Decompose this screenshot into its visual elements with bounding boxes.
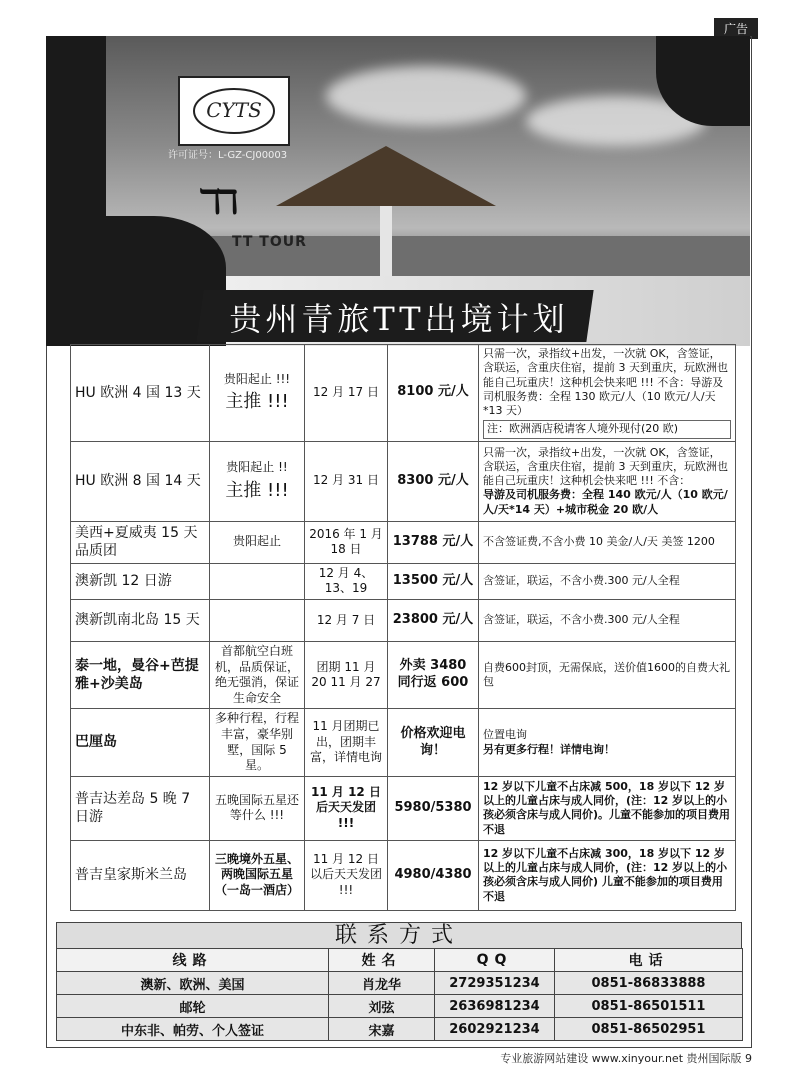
contact-row [57,1018,743,1041]
license-number: 许可证号：L-GZ-CJ00003 [168,150,288,161]
trip-row [71,345,736,442]
tt-tour-label: TT TOUR [232,234,307,250]
trip-row [71,563,736,599]
ad-tag: 广告 [714,18,758,39]
trip-date: 11 月团期已出，团期丰富，详情电询 [305,709,388,776]
trip-notes: 不含签证费,不含小费 10 美金/人/天 美签 1200 [479,521,736,563]
contact-route: 中东非、帕劳、个人签证 [57,1018,329,1041]
trip-name: 澳新凯 12 日游 [71,563,210,599]
contact-route: 邮轮 [57,995,329,1018]
contact-qq: 2602921234 [435,1018,555,1041]
trip-notes: 位置电询 另有更多行程！详情电询！ [479,709,736,776]
trip-origin [210,563,305,599]
trip-date: 12 月 31 日 [305,441,388,521]
trip-name: 巴厘岛 [71,709,210,776]
trip-origin [210,599,305,641]
svg-text:CYTS: CYTS [206,98,262,122]
header-phone: 电话 [555,949,743,972]
trip-row [71,840,736,910]
header-route: 线路 [57,949,329,972]
trip-notes: 只需一次，录指纹+出发，一次就 OK，含签证，含联运，含重庆住宿，提前 3 天到重庆，玩欧洲也能自己玩重庆！这种机会快来吧 !!! 不含： 导游及司机服务费：全程 140 欧元/人（10 欧元/人/天*14 天）+城市税金 20 欧/人 [479,441,736,521]
header-name: 姓名 [329,949,435,972]
contact-table [56,948,743,1041]
trip-origin: 贵阳起止 !!! 主推 !!! [210,345,305,442]
contact-phone: 0851-86833888 [555,972,743,995]
contact-row [57,995,743,1018]
trip-price: 8100 元/人 [388,345,479,442]
trip-price: 23800 元/人 [388,599,479,641]
parasol-icon [266,126,506,276]
cyts-logo [178,76,290,146]
page-footer: 专业旅游网站建设 www.xinyour.net 贵州国际版 9 [500,1052,752,1065]
trip-row [71,641,736,708]
trip-name: 美西+夏威夷 15 天品质团 [71,521,210,563]
trip-date: 11 月 12 日以后天天发团 !!! [305,840,388,910]
trip-row [71,599,736,641]
contact-row [57,972,743,995]
trip-price: 8300 元/人 [388,441,479,521]
contact-header-row [57,949,743,972]
trip-notes-extra: 另有更多行程！详情电询！ [483,742,615,756]
trip-origin: 贵阳起止 [210,521,305,563]
trip-highlight: 主推 !!! [225,391,289,413]
trip-date: 团期 11 月 20 11 月 27 [305,641,388,708]
trip-row [71,441,736,521]
trip-notes-extra: 注：欧洲酒店税请客人境外现付(20 欧) [483,420,731,438]
cloud [326,66,526,126]
trip-price: 13788 元/人 [388,521,479,563]
trip-origin: 贵阳起止 !! 主推 !!! [210,441,305,521]
trip-row [71,521,736,563]
contact-name: 刘弦 [329,995,435,1018]
contact-phone: 0851-86501511 [555,995,743,1018]
contact-qq: 2636981234 [435,995,555,1018]
contact-name: 肖龙华 [329,972,435,995]
trip-date: 11 月 12 日后天天发团 !!! [305,776,388,840]
trip-origin: 五晚国际五星还等什么 !!! [210,776,305,840]
trip-name: 澳新凯南北岛 15 天 [71,599,210,641]
trip-highlight: 主推 !!! [225,479,289,501]
trip-name: 泰一地，曼谷+芭提雅+沙美岛 [71,641,210,708]
trip-notes-extra: 导游及司机服务费：全程 140 欧元/人（10 欧元/人/天*14 天）+城市税金 20 欧/人 [483,488,728,516]
trip-origin: 三晚境外五星、两晚国际五星（一岛一酒店） [210,840,305,910]
trip-notes: 只需一次，录指纹+出发，一次就 OK，含签证，含联运，含重庆住宿，提前 3 天到重庆，玩欧洲也能自己玩重庆！这种机会快来吧 !!! 不含：导游及司机服务费：全程 130 欧元/人（10 欧元/人/天*13 天） 注：欧洲酒店税请客人境外现付(20 欧) [479,345,736,442]
contact-name: 宋嘉 [329,1018,435,1041]
trip-origin: 多种行程，行程丰富，豪华别墅，国际 5 星。 [210,709,305,776]
trip-price: 5980/5380 [388,776,479,840]
trip-notes: 含签证，联运，不含小费.300 元/人全程 [479,599,736,641]
trip-name: HU 欧洲 8 国 14 天 [71,441,210,521]
trip-origin: 首都航空白班机，品质保证，绝无强消，保证生命安全 [210,641,305,708]
trip-price: 价格欢迎电询！ [388,709,479,776]
trips-table [70,344,736,911]
trip-notes: 自费600封顶，无需保底，送价值1600的自费大礼包 [479,641,736,708]
trip-notes: 12 岁以下儿童不占床减 500，18 岁以下 12 岁以上的儿童占床与成人同价，(注：12 岁以上的小孩必须含床与成人同价)。儿童不能参加的项目费用不退 [479,776,736,840]
trip-price: 4980/4380 [388,840,479,910]
trip-row [71,709,736,776]
trip-date: 12 月 7 日 [305,599,388,641]
contact-phone: 0851-86502951 [555,1018,743,1041]
trip-date: 12 月 17 日 [305,345,388,442]
trip-price: 外卖 3480 同行返 600 [388,641,479,708]
contact-route: 澳新、欧洲、美国 [57,972,329,995]
trip-row [71,776,736,840]
trip-price: 13500 元/人 [388,563,479,599]
trip-name: 普吉达差岛 5 晚 7 日游 [71,776,210,840]
header-qq: QQ [435,949,555,972]
page-title: 贵州青旅TT出境计划 [229,300,569,338]
trip-notes: 12 岁以下儿童不占床减 300，18 岁以下 12 岁以上的儿童占床与成人同价，(注：12 岁以上的小孩必须含床与成人同价) 儿童不能参加的项目费用不退 [479,840,736,910]
trip-name: HU 欧洲 4 国 13 天 [71,345,210,442]
trip-date: 12 月 4、13、19 [305,563,388,599]
contact-title: 联系方式 [56,922,742,950]
contact-qq: 2729351234 [435,972,555,995]
trip-notes: 含签证，联运，不含小费.300 元/人全程 [479,563,736,599]
trip-date: 2016 年 1 月 18 日 [305,521,388,563]
tt-logo-icon: ℸℸ [198,182,233,222]
trip-name: 普吉皇家斯米兰岛 [71,840,210,910]
